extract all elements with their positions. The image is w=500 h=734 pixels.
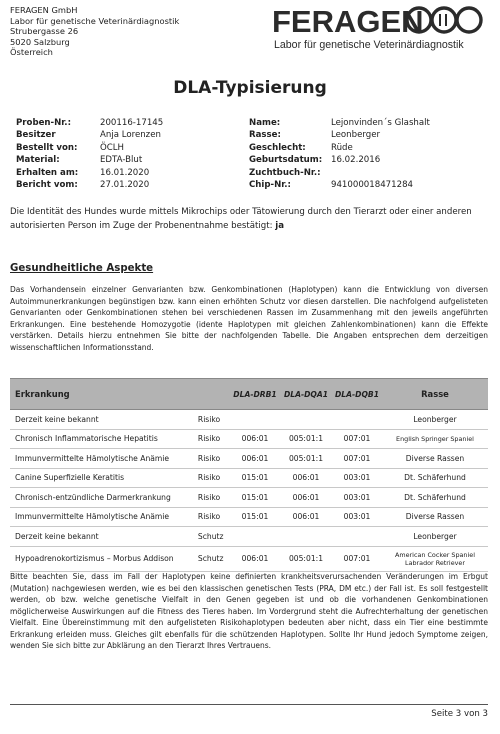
company-city: 5020 Salzburg bbox=[10, 36, 70, 47]
cell-drb1 bbox=[230, 410, 280, 430]
cell-typ: Risiko bbox=[195, 507, 230, 527]
dla-table bbox=[10, 378, 488, 572]
company-subtitle: Labor für genetische Veterinärdiagnostik bbox=[10, 15, 180, 26]
info-value: 16.02.2016 bbox=[331, 155, 381, 166]
info-label: Proben-Nr.: bbox=[16, 118, 72, 128]
company-country: Österreich bbox=[10, 47, 53, 58]
cell-dqa1: 006:01 bbox=[280, 488, 332, 508]
table-row bbox=[10, 468, 488, 488]
cell-erkrankung: Chronisch-entzündliche Darmerkrankung bbox=[10, 488, 195, 508]
feragen-logo bbox=[270, 2, 490, 52]
info-label: Geschlecht: bbox=[249, 142, 306, 153]
cell-dqb1: 003:01 bbox=[332, 468, 382, 488]
company-street: Strubergasse 26 bbox=[10, 26, 79, 37]
info-label: Besitzer bbox=[16, 130, 56, 141]
cell-rasse: Leonberger bbox=[382, 410, 488, 430]
info-value: 16.01.2020 bbox=[100, 167, 150, 178]
header-dqb1: DLA-DQB1 bbox=[332, 379, 382, 410]
table-row bbox=[10, 449, 488, 469]
info-row-zuchtbuch-nr bbox=[249, 167, 430, 179]
info-label: Geburtsdatum: bbox=[249, 155, 323, 166]
table-row bbox=[10, 488, 488, 508]
cell-dqb1 bbox=[332, 410, 382, 430]
identity-answer: ja bbox=[275, 221, 284, 231]
info-row-besitzer bbox=[16, 129, 163, 141]
info-value: Rüde bbox=[331, 142, 353, 153]
logo-wordmark: FERAGEN bbox=[272, 4, 424, 39]
info-label: Bericht vom: bbox=[16, 180, 78, 191]
cell-rasse: Diverse Rassen bbox=[382, 507, 488, 527]
info-value: 27.01.2020 bbox=[100, 180, 150, 191]
cell-erkrankung: Canine Superfizielle Keratitis bbox=[10, 468, 195, 488]
cell-rasse: Dt. Schäferhund bbox=[382, 488, 488, 508]
header-rasse: Rasse bbox=[382, 379, 488, 410]
info-label: Chip-Nr.: bbox=[249, 180, 291, 191]
header-erkrankung: Erkrankung bbox=[10, 379, 230, 410]
identity-text: Die Identität des Hundes wurde mittels Mikrochips oder Tätowierung durch den Tierarzt oder einer anderen autorisierten Person im Zuge der Probenentnahme bestätigt: bbox=[10, 207, 472, 231]
cell-drb1 bbox=[230, 527, 280, 547]
info-value: ÖCLH bbox=[100, 142, 125, 153]
info-value: Anja Lorenzen bbox=[100, 130, 161, 141]
cell-erkrankung: Immunvermittelte Hämolytische Anämie bbox=[10, 507, 195, 527]
info-value: 941000018471284 bbox=[331, 180, 414, 191]
info-label: Erhalten am: bbox=[16, 167, 79, 178]
info-label: Material: bbox=[16, 155, 60, 166]
cell-dqb1: 007:01 bbox=[332, 546, 382, 571]
cell-typ: Risiko bbox=[195, 429, 230, 449]
cell-erkrankung: Derzeit keine bekannt bbox=[10, 527, 195, 547]
cell-rasse: American Cocker Spaniel Labrador Retriever bbox=[382, 546, 488, 571]
cell-erkrankung: Immunvermittelte Hämolytische Anämie bbox=[10, 449, 195, 469]
cell-drb1: 015:01 bbox=[230, 468, 280, 488]
cell-typ: Risiko bbox=[195, 468, 230, 488]
info-value: EDTA-Blut bbox=[100, 155, 143, 166]
company-address bbox=[10, 5, 179, 58]
cell-drb1: 015:01 bbox=[230, 488, 280, 508]
page-title: DLA-Typisierung bbox=[173, 78, 327, 98]
intro-paragraph: Das Vorhandensein einzelner Genvarianten bzw. Genkombinationen (Haplotypen) kann die Entwicklung von diversen Autoimmunerkrankungen begünstigen bzw. kann einen erhöhten Schutz vor diesen darstellen. Die nachfolgend aufgelisteten Genvarianten oder Genkombinationen stehen bei verschiedenen Rassen im Zusammenhang mit den jeweils angeführten Erkrankungen. Eine bestehende Homozygotie (idente Haplotypen mit gleichen Zahlenkombinationen) kann die Effekte verstärken. Details hierzu entnehmen Sie bitte der nachfolgenden Tabelle. Die Angaben entsprechen dem derzeitigen wissenschaftlichen Informationsstand. bbox=[10, 285, 488, 352]
cell-dqa1 bbox=[280, 527, 332, 547]
cell-dqa1: 005:01:1 bbox=[280, 429, 332, 449]
footer-divider bbox=[10, 704, 488, 705]
table-row bbox=[10, 527, 488, 547]
cell-dqa1: 005:01:1 bbox=[280, 449, 332, 469]
info-label: Bestellt von: bbox=[16, 142, 78, 153]
info-value: 200116-17145 bbox=[100, 118, 164, 128]
cell-dqa1: 006:01 bbox=[280, 507, 332, 527]
sample-info bbox=[16, 117, 163, 191]
info-row-material bbox=[16, 154, 163, 166]
cell-rasse: English Springer Spaniel bbox=[382, 429, 488, 449]
cell-typ: Risiko bbox=[195, 449, 230, 469]
info-row-rasse bbox=[249, 129, 430, 141]
info-row-chip-nr bbox=[249, 179, 430, 191]
info-row-name bbox=[249, 117, 430, 129]
cell-typ: Risiko bbox=[195, 488, 230, 508]
info-row-geburtsdatum bbox=[249, 154, 430, 166]
dog-info bbox=[249, 117, 430, 191]
cell-rasse: Dt. Schäferhund bbox=[382, 468, 488, 488]
cell-dqb1: 003:01 bbox=[332, 488, 382, 508]
identity-statement bbox=[10, 205, 488, 233]
cell-dqb1: 007:01 bbox=[332, 429, 382, 449]
cell-drb1: 015:01 bbox=[230, 507, 280, 527]
section-heading: Gesundheitliche Aspekte bbox=[10, 263, 154, 274]
info-row-geschlecht bbox=[249, 142, 430, 154]
info-value: Leonberger bbox=[331, 130, 381, 141]
cell-rasse: Leonberger bbox=[382, 527, 488, 547]
table-row bbox=[10, 507, 488, 527]
cell-rasse: Diverse Rassen bbox=[382, 449, 488, 469]
cell-dqa1: 005:01:1 bbox=[280, 546, 332, 571]
header-dqa1: DLA-DQA1 bbox=[280, 379, 332, 410]
info-label: Rasse: bbox=[249, 130, 281, 141]
cell-typ: Risiko bbox=[195, 410, 230, 430]
table-header-row bbox=[10, 379, 488, 410]
info-label: Name: bbox=[249, 118, 281, 128]
cell-dqa1: 006:01 bbox=[280, 468, 332, 488]
cell-erkrankung: Hypoadrenokortizismus – Morbus Addison bbox=[10, 546, 195, 571]
table-row bbox=[10, 546, 488, 571]
cell-typ: Schutz bbox=[195, 527, 230, 547]
company-name: FERAGEN GmbH bbox=[10, 5, 78, 15]
cell-dqa1 bbox=[280, 410, 332, 430]
table-row bbox=[10, 410, 488, 430]
cell-dqb1 bbox=[332, 527, 382, 547]
cell-typ: Schutz bbox=[195, 546, 230, 571]
logo-subline: Labor für genetische Veterinärdiagnostik bbox=[274, 39, 464, 51]
table-row bbox=[10, 429, 488, 449]
info-row-bericht-vom bbox=[16, 179, 163, 191]
cell-drb1: 006:01 bbox=[230, 429, 280, 449]
info-value: Lejonvinden´s Glashalt bbox=[331, 118, 430, 128]
cell-dqb1: 003:01 bbox=[332, 507, 382, 527]
disclaimer-paragraph: Bitte beachten Sie, dass im Fall der Haplotypen keine definierten krankheitsverursachenden Veränderungen im Erbgut (Mutation) nachgewiesen werden, wie es bei den klassischen genetischen Tests (PRA, DM etc.) der Fall ist. Es soll festgestellt werden, ob bzw. welche genetische Vielfalt in den Genen gegeben ist und ob die vorhandenen Genkombinationen möglicherweise Auswirkungen auf die Fitness des Tieres haben. Im Vordergrund steht die Aufrechterhaltung der genetischen Vielfalt. Eine Übereinstimmung mit den aufgelisteten Risikohaplotypen bedeuten aber nicht, dass ein Tier eine bestimmte Erkrankung erleiden muss. Gleiches gilt ebenfalls für die schützenden Haplotypen. Sollte Ihr Hund jedoch Symptome zeigen, wenden Sie sich bitte zur Abklärung an den Tierarzt Ihres Vertrauens. bbox=[10, 572, 488, 650]
info-row-bestellt-von bbox=[16, 142, 163, 154]
page-number: Seite 3 von 3 bbox=[431, 709, 488, 719]
header-drb1: DLA-DRB1 bbox=[230, 379, 280, 410]
cell-erkrankung: Derzeit keine bekannt bbox=[10, 410, 195, 430]
info-label: Zuchtbuch-Nr.: bbox=[249, 167, 321, 178]
cell-dqb1: 007:01 bbox=[332, 449, 382, 469]
cell-drb1: 006:01 bbox=[230, 546, 280, 571]
cell-drb1: 006:01 bbox=[230, 449, 280, 469]
info-row-erhalten-am bbox=[16, 167, 163, 179]
cell-erkrankung: Chronisch Inflammatorische Hepatitis bbox=[10, 429, 195, 449]
info-row-proben-nr bbox=[16, 117, 163, 129]
